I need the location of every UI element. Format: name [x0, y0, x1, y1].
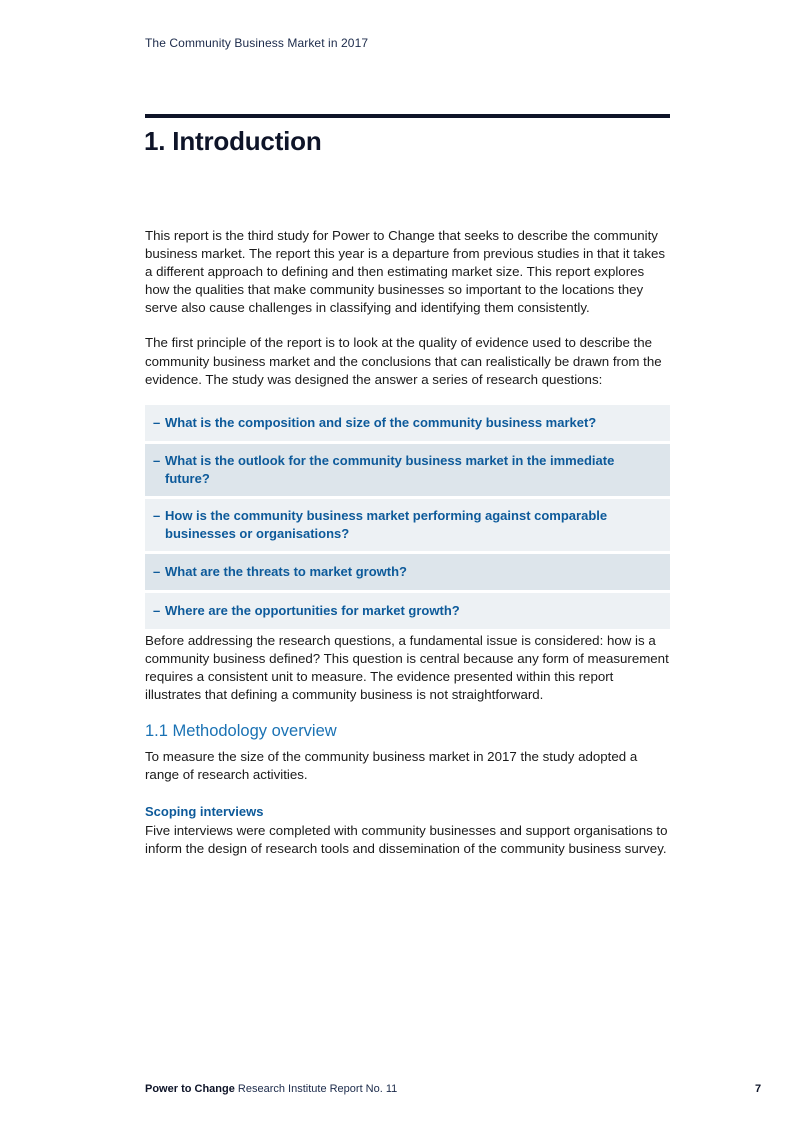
methodology-intro: To measure the size of the community business market in 2017 the study adopted a range of research activities.: [145, 749, 638, 783]
section-heading-methodology: 1.1 Methodology overview: [145, 722, 337, 741]
research-question: [145, 405, 670, 441]
research-question: [145, 593, 670, 629]
running-header: The Community Business Market in 2017: [145, 36, 369, 50]
dash-bullet: –: [153, 452, 161, 468]
chapter-title: 1. Introduction: [144, 126, 322, 156]
research-question: [145, 554, 670, 590]
research-question-text: What is the outlook for the community business market in the immediate future?: [165, 452, 615, 486]
intro-paragraph-2: The first principle of the report is to look at the quality of evidence used to describe the community business market and the conclusions that can realistically be drawn from the evidence. The study was designed the answer a series of research questions:: [145, 335, 662, 387]
intro-paragraph-1: This report is the third study for Power to Change that seeks to describe the community business market. The report this year is a departure from previous studies in that it takes a different approach to defining and then estimating market size. This report explores how the qualities that make community businesses so important to the locations they serve also cause challenges in classifying and identifying them consistently.: [145, 228, 666, 316]
page-number: 7: [755, 1083, 762, 1095]
chapter-rule: [145, 114, 670, 118]
main-content: [145, 227, 670, 859]
page-footer: [145, 1083, 397, 1095]
definition-paragraph: Before addressing the research questions, a fundamental issue is considered: how is a community business defined? This question is central because any form of measurement requires a consistent unit to measure. The evidence presented within this report illustrates that defining a community business is not straightforward.: [145, 632, 669, 703]
dash-bullet: –: [153, 563, 161, 579]
scoping-interviews-heading: Scoping interviews: [145, 804, 264, 820]
scoping-interviews-text: Five interviews were completed with community businesses and support organisations to inform the design of research tools and dissemination of the community business survey.: [145, 823, 668, 857]
research-questions-list: [145, 405, 670, 629]
dash-bullet: –: [153, 602, 161, 618]
footer-report-title: Research Institute Report No. 11: [234, 1083, 398, 1095]
research-question-text: What are the threats to market growth?: [165, 563, 407, 579]
research-question-text: Where are the opportunities for market growth?: [165, 602, 460, 618]
dash-bullet: –: [153, 507, 161, 523]
dash-bullet: –: [153, 414, 161, 430]
research-question-text: What is the composition and size of the community business market?: [165, 414, 597, 430]
research-question: [145, 499, 670, 551]
footer-brand: Power to Change: [145, 1083, 235, 1095]
research-question-text: How is the community business market performing against comparable businesses or organisations?: [165, 507, 608, 541]
research-question: [145, 444, 670, 496]
